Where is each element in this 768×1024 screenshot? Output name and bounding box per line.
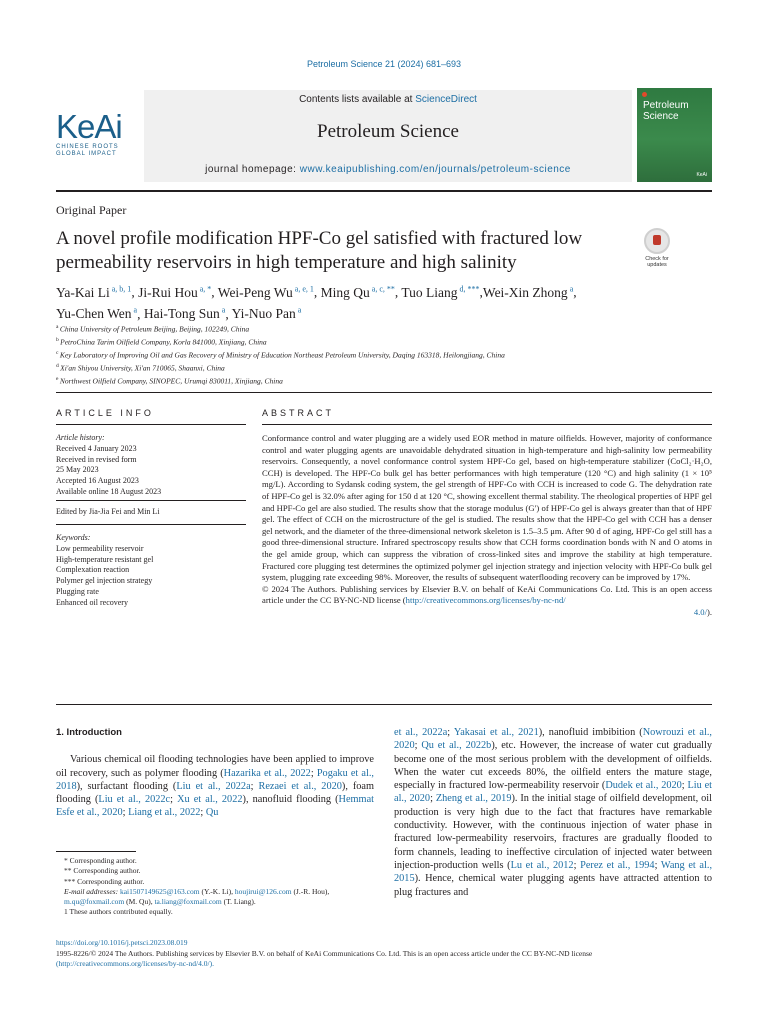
author-list: Ya-Kai Li $^{a, b, 1}$, Ji-Rui Hou $^{a, *}$, Wei-Peng Wu $^{a, e, 1}$, Ming Qu $^{a, c, **}$, Tuo Liang $^{d, ***}$,Wei-Xin Zhong $^a$, Yu-Chen Wen $^a$, Hai-Tong Sun $^a$, Yi-Nuo Pan $^a$ bbox=[56, 284, 577, 321]
author-name[interactable]: Hai-Tong Sun $^a$ bbox=[143, 305, 226, 321]
author-name[interactable]: Tuo Liang $^{d, ***}$ bbox=[401, 284, 480, 300]
homepage-prefix: journal homepage: bbox=[205, 164, 300, 175]
doi-link[interactable]: https://doi.org/10.1016/j.petsci.2023.08.019 bbox=[56, 938, 188, 947]
keyword-item: Plugging rate bbox=[56, 586, 99, 596]
citation-link[interactable]: Nowrouzi et al., 2020 bbox=[394, 727, 712, 752]
article-history bbox=[56, 433, 246, 498]
homepage-link[interactable]: www.keaipublishing.com/en/journals/petroleum-science bbox=[299, 164, 571, 175]
history-line: Available online 18 August 2023 bbox=[56, 486, 162, 496]
citation-link[interactable]: Qu et al., 2022b bbox=[421, 740, 492, 752]
citation-link[interactable]: Perez et al., 1994 bbox=[580, 859, 655, 871]
abstract-body: Conformance control and water plugging are a widely used EOR method in mature oilfields. However, majority of conformance control and water plugging agents are unavoidable dehydrated situation in high-temperature and high-salinity low permeability reservoirs. Consequently, a novel conformance control system HPF-Co gel, based on high-temperature stabilizer (CoCl₂·H₂O, CCH) is developed. The HPF-Co bulk gel has better performances with high temperature (120 °C) and high salinity (1 × 10⁵ mg/L). According to Sydansk coding system, the gel strength of HPF-Co with CCH is increased to code G. The dehydration rate of HPF-Co gel is 32.0% after aging for 150 d at 120 °C, showing excellent thermal stability. The rheological properties of HPF gel and HPF-Co gel are also studied. The results show that the storage modulus (G′) of HPF-Co gel is always greater than that of HPF gel. The effect of CCH on the microstructure of the gel is studied. The results show that the HPF-Co gel with CCH has a denser gel network, and the diameter of the three-dimensional network skeleton is 1.5–3.5 μm. After 90 d of aging, HPF-Co gel still has a good three-dimensional structure. Infrared spectroscopy results show that CCH forms coordination bonds with N and O atoms in the gel amide group, which can suppress the vibration of cross-linked sites and improve the stability at high temperature. Fractured core plugging test determines the optimized polymer gel injection strategy and injection velocity with HPF-Co bulk gel system, plugging rate exceeding 98%. Moreover, the results of subsequent waterflooding recovery can be improved by 17%. bbox=[262, 433, 712, 583]
history-line: Received in revised form bbox=[56, 454, 137, 464]
affiliation-item: $^d$ Xi'an Shiyou University, Xi'an 710065, Shaanxi, China bbox=[56, 363, 225, 373]
history-rule bbox=[56, 500, 246, 501]
license-link-end[interactable]: 4.0/ bbox=[693, 606, 707, 617]
keyword-item: Polymer gel injection strategy bbox=[56, 576, 153, 586]
history-line: 25 May 2023 bbox=[56, 465, 99, 475]
history-label: Article history: bbox=[56, 433, 105, 442]
keyword-item: High-temperature resistant gel bbox=[56, 554, 154, 564]
affiliation-item: $^e$ Northwest Oilfield Company, SINOPEC, Urumqi 830011, Xinjiang, China bbox=[56, 376, 283, 386]
bookmark-icon bbox=[644, 228, 670, 254]
email-link[interactable]: m.qu@foxmail.com bbox=[64, 897, 125, 907]
email-link[interactable]: ta.liang@foxmail.com bbox=[154, 897, 222, 907]
check-updates-label: Check for updates bbox=[645, 256, 669, 268]
citation-link[interactable]: Hemmat Esfe et al., 2020 bbox=[56, 794, 375, 819]
section-heading: 1. Introduction bbox=[56, 727, 122, 738]
affiliation-item: $^a$ China University of Petroleum Beijing, Beijing, 102249, China bbox=[56, 324, 250, 334]
citation-link[interactable]: Rezaei et al., 2020 bbox=[258, 780, 342, 792]
citation-link[interactable]: Liang et al., 2022 bbox=[128, 807, 201, 819]
footnotes bbox=[56, 856, 374, 918]
sciencedirect-link[interactable]: ScienceDirect bbox=[415, 94, 477, 105]
citation-link[interactable]: Liu et al., 2022a bbox=[176, 780, 251, 792]
email-link[interactable]: kai1507149625@163.com bbox=[119, 886, 200, 896]
citation-link[interactable]: Pogaku et al., 2018 bbox=[56, 767, 374, 792]
contents-prefix: Contents lists available at bbox=[299, 94, 416, 105]
keywords bbox=[56, 533, 246, 609]
affiliation-item: $^c$ Key Laboratory of Improving Oil and Gas Recovery of Ministry of Education Northeast Petroleum University, Daqing 163318, Heilongjiang, China bbox=[56, 350, 505, 360]
keywords-label: Keywords: bbox=[56, 533, 91, 542]
keyword-item: Enhanced oil recovery bbox=[56, 597, 128, 607]
editors-rule bbox=[56, 524, 246, 525]
abstract-license-end: 4.0/). bbox=[693, 606, 712, 617]
abstract-rule bbox=[262, 424, 712, 425]
citation-link[interactable]: Liu et al., 2020 bbox=[394, 780, 713, 805]
citation-link[interactable]: Hazarika et al., 2022 bbox=[223, 767, 311, 779]
publisher-logo[interactable] bbox=[56, 110, 136, 158]
intro-paragraph-continued: et al., 2022a; Yakasai et al., 2021), nanofluid imbibition (Nowrouzi et al., 2020; Qu et al., 2022b), etc. However, the increase of water cut gradually become one of the most serious problem with the development of oilfields. When the water cut exceeds 80%, the oilfield enters the mature stage, especially in fractured low-permeability reservoir (Dudek et al., 2020; Liu et al., 2020; Zheng et al., 2019). In the initial stage of oilfield development, oil production is very high due to the fact that fractures have remarkable conductivity. However, with the continuous injection of water phase in fractured low-permeability reservoirs, fractures are gradually flooded to form channels, leading to ineffective circulation of injected water between injection-production wells (Lu et al., 2012; Perez et al., 1994; Wang et al., 2015). Hence, chemical water plugging agents have attracted attention to plug fractures and bbox=[394, 727, 713, 898]
citation-link[interactable]: Xu et al., 2022 bbox=[177, 794, 243, 806]
affiliation-item: $^b$ PetroChina Tarim Oilfield Company, Korla 841000, Xinjiang, China bbox=[56, 337, 267, 347]
abstract-heading: ABSTRACT bbox=[262, 408, 335, 418]
abstract-copyright: © 2024 The Authors. Publishing services by Elsevier B.V. on behalf of KeAi Communications Co. Ltd. This is an open access article under the CC BY-NC-ND license (http://creativecommons.org/licenses/by-nc-nd/ bbox=[262, 583, 712, 606]
contents-line bbox=[144, 94, 632, 105]
intro-paragraph: Various chemical oil flooding technologies have been applied to improve oil recovery, such as polymer flooding (Hazarika et al., 2022; Pogaku et al., 2018), surfactant flooding (Liu et al., 2022a; Rezaei et al., 2020), foam flooding (Liu et al., 2022c; Xu et al., 2022), nanofluid flooding (Hemmat Esfe et al., 2020; Liang et al., 2022; Qu bbox=[56, 754, 375, 819]
citation-link[interactable]: Zheng et al., 2019 bbox=[435, 793, 512, 805]
body-column-right bbox=[394, 726, 712, 899]
homepage-line bbox=[144, 164, 632, 175]
article-info-rule bbox=[56, 424, 246, 425]
author-name[interactable]: Ya-Kai Li $^{a, b, 1}$ bbox=[56, 284, 132, 300]
doi-block bbox=[56, 938, 712, 970]
journal-masthead bbox=[56, 90, 632, 182]
abstract-text bbox=[262, 433, 712, 619]
issn-copyright-line: 1995-8226/© 2024 The Authors. Publishing services by Elsevier B.V. on behalf of KeAi Communications Co. Ltd. This is an open access article under the CC BY-NC-ND license bbox=[56, 948, 593, 958]
logo-tagline-1: CHINESE ROOTS bbox=[56, 144, 119, 150]
journal-reference[interactable]: Petroleum Science 21 (2024) 681–693 bbox=[306, 59, 462, 69]
citation-link[interactable]: Liu et al., 2022c bbox=[98, 794, 171, 806]
equal-contribution-note: 1 These authors contributed equally. bbox=[64, 907, 173, 917]
cover-title: Petroleum Science bbox=[643, 100, 689, 122]
footnote-rule bbox=[56, 851, 136, 852]
citation-link[interactable]: Wang et al., 2015 bbox=[394, 859, 713, 885]
keyword-item: Complexation reaction bbox=[56, 565, 130, 575]
check-for-updates-badge[interactable] bbox=[639, 228, 675, 266]
article-title: A novel profile modification HPF-Co gel satisfied with fractured low permeability reservoirs in high temperature and high salinity bbox=[56, 228, 583, 273]
license-link[interactable]: http://creativecommons.org/licenses/by-nc-nd/ bbox=[405, 595, 566, 606]
author-name[interactable]: Wei-Peng Wu $^{a, e, 1}$ bbox=[217, 284, 314, 300]
section-rule bbox=[56, 392, 712, 393]
citation-link[interactable]: Qu bbox=[205, 807, 219, 819]
history-line: Received 4 January 2023 bbox=[56, 443, 137, 453]
article-type: Original Paper bbox=[56, 203, 127, 217]
author-name[interactable]: Ji-Rui Hou $^{a, *}$ bbox=[138, 284, 212, 300]
cover-footer: KeAi bbox=[696, 172, 707, 178]
citation-link[interactable]: Dudek et al., 2020 bbox=[605, 780, 682, 792]
cover-dot-icon bbox=[642, 92, 647, 97]
corresponding-author-3: *** Corresponding author. bbox=[64, 876, 145, 886]
abstract-bottom-rule bbox=[56, 704, 712, 705]
citation-link[interactable]: Yakasai et al., 2021 bbox=[453, 727, 539, 738]
author-name[interactable]: Yu-Chen Wen $^a$ bbox=[56, 305, 138, 321]
logo-text: KeAi bbox=[56, 108, 122, 145]
history-line: Accepted 16 August 2023 bbox=[56, 476, 139, 486]
affiliation-list bbox=[56, 322, 656, 387]
email-link[interactable]: houjirui@126.com bbox=[234, 886, 292, 896]
license-url[interactable]: (http://creativecommons.org/licenses/by-nc-nd/4.0/). bbox=[56, 959, 214, 968]
keyword-item: Low permeability reservoir bbox=[56, 543, 144, 553]
email-addresses: E-mail addresses: kai1507149625@163.com (Y.-K. Li), houjirui@126.com (J.-R. Hou), m.qu@foxmail.com (M. Qu), ta.liang@foxmail.com (T. Liang). bbox=[64, 886, 330, 907]
logo-tagline-2: GLOBAL IMPACT bbox=[56, 151, 117, 157]
author-name[interactable]: Ming Qu $^{a, c, **}$ bbox=[320, 284, 395, 300]
corresponding-author-1: * Corresponding author. bbox=[64, 856, 137, 865]
edited-by: Edited by Jia-Jia Fei and Min Li bbox=[56, 507, 160, 516]
article-info-heading: ARTICLE INFO bbox=[56, 408, 154, 418]
corresponding-author-2: ** Corresponding author. bbox=[64, 866, 141, 876]
body-column-left bbox=[56, 726, 374, 820]
citation-link[interactable]: et al., 2022a bbox=[394, 727, 448, 738]
header-rule bbox=[56, 190, 712, 192]
journal-title: Petroleum Science bbox=[317, 121, 459, 142]
citation-link[interactable]: Lu et al., 2012 bbox=[510, 859, 574, 871]
masthead-band bbox=[144, 90, 632, 182]
author-name[interactable]: Wei-Xin Zhong $^a$ bbox=[482, 284, 574, 300]
author-name[interactable]: Yi-Nuo Pan $^a$ bbox=[231, 305, 302, 321]
journal-cover-image[interactable] bbox=[637, 88, 712, 182]
